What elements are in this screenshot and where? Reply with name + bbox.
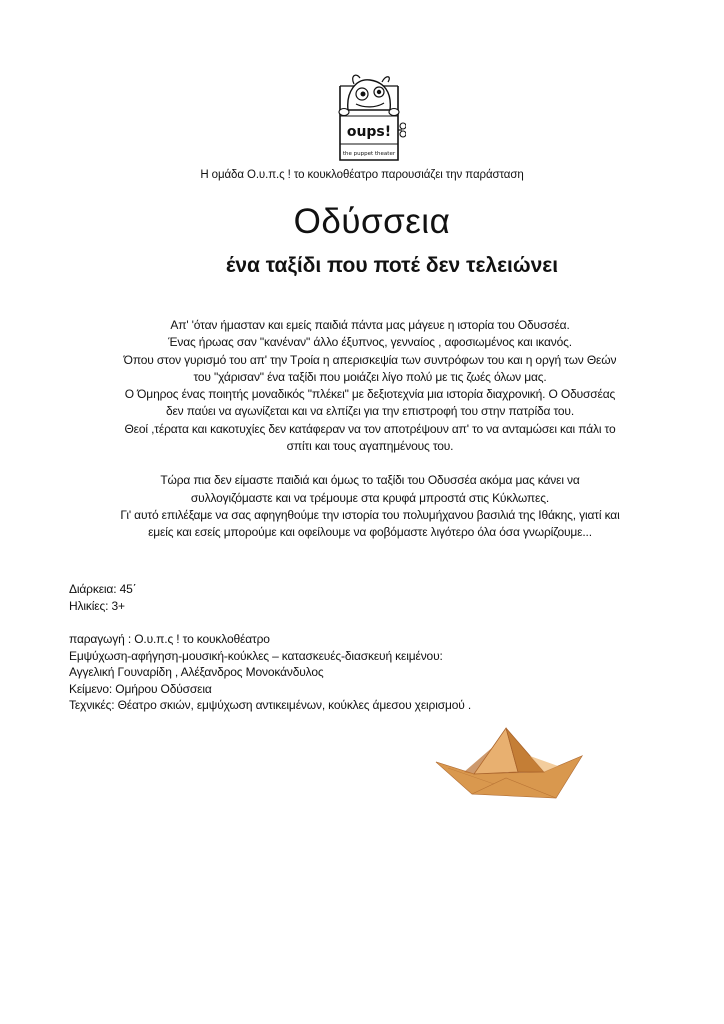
story-paragraph-2 bbox=[72, 472, 668, 541]
story-line: Τώρα πια δεν είμαστε παιδιά και όμως το ταξίδι του Οδυσσέα ακόμα μας κάνει να bbox=[160, 473, 580, 488]
story-line: Θεοί ,τέρατα και κακοτυχίες δεν κατάφεραν να τον αποτρέψουν απ' το να ανταμώσει και πάλι το bbox=[124, 421, 616, 436]
page-title: Οδύσσεια bbox=[293, 202, 451, 241]
spacer bbox=[69, 614, 629, 631]
story-paragraph-1 bbox=[72, 317, 668, 455]
paper-boat bbox=[434, 722, 584, 800]
story-line: του "χάρισαν" ένα ταξίδι που μοιάζει λίγο πολύ με τις ζωές όλων μας. bbox=[193, 369, 547, 384]
story-line: Όπου στον γυρισμό του απ' την Τροία η απερισκεψία των συντρόφων του και η οργή των Θεών bbox=[123, 352, 617, 367]
text-credit: Κείμενο: Ομήρου Οδύσσεια bbox=[69, 681, 212, 696]
duration: Διάρκεια: 45΄ bbox=[69, 582, 137, 596]
roles-credit: Εμψύχωση-αφήγηση-μουσική-κούκλες – κατασκευές-διασκευή κειμένου: bbox=[69, 648, 443, 663]
story-line: συλλογιζόμαστε και να τρέμουμε στα κρυφά μπροστά στις Κύκλωπες. bbox=[190, 490, 550, 505]
age-range: Ηλικίες: 3+ bbox=[69, 598, 125, 613]
logo-tagline: the puppet theater bbox=[342, 151, 396, 157]
story-line: σπίτι και τους αγαπημένους του. bbox=[286, 439, 454, 454]
story-line: εμείς και εσείς μπορούμε και οφείλουμε να φοβόμαστε λιγότερο όλα όσα γνωρίζουμε... bbox=[148, 525, 592, 540]
intro-line: Η ομάδα Ο.υ.π.ς ! το κουκλοθέατρο παρουσιάζει την παράσταση bbox=[200, 169, 524, 181]
oups-logo bbox=[334, 70, 406, 168]
people-credit: Αγγελική Γουναρίδη , Αλέξανδρος Μονοκάνδυλος bbox=[69, 665, 324, 679]
story-text bbox=[72, 317, 668, 542]
techniques-credit: Τεχνικές: Θέατρο σκιών, εμψύχωση αντικειμένων, κούκλες άμεσου χειρισμού . bbox=[69, 698, 472, 712]
story-line: Απ' 'όταν ήμασταν και εμείς παιδιά πάντα μας μάγευε η ιστορία του Οδυσσέα. bbox=[170, 318, 570, 332]
production-info bbox=[69, 581, 629, 714]
logo-brand-text: oups! bbox=[346, 124, 392, 140]
story-line: δεν παύει να αγωνίζεται και να ελπίζει για την επιστροφή του στην πατρίδα του. bbox=[165, 404, 575, 419]
paper-boat-icon bbox=[434, 722, 584, 800]
production-credit: παραγωγή : Ο.υ.π.ς ! το κουκλοθέατρο bbox=[69, 632, 270, 646]
story-line: Ο Όμηρος ένας ποιητής μοναδικός "πλέκει" με δεξιοτεχνία μια ιστορία διαχρονική. Ο Οδυσσέας bbox=[124, 387, 616, 402]
page-subtitle: ένα ταξίδι που ποτέ δεν τελειώνει bbox=[225, 254, 559, 277]
puppet-box-logo-icon bbox=[334, 70, 406, 168]
story-line: Ένας ήρωας σαν "κανέναν" άλλο έξυπνος, γενναίος , αφοσιωμένος και ικανός. bbox=[168, 335, 572, 350]
story-line: Γι' αυτό επιλέξαμε να σας αφηγηθούμε την ιστορία του πολυμήχανου βασιλιά της Ιθάκης, γιατί και bbox=[120, 507, 620, 522]
